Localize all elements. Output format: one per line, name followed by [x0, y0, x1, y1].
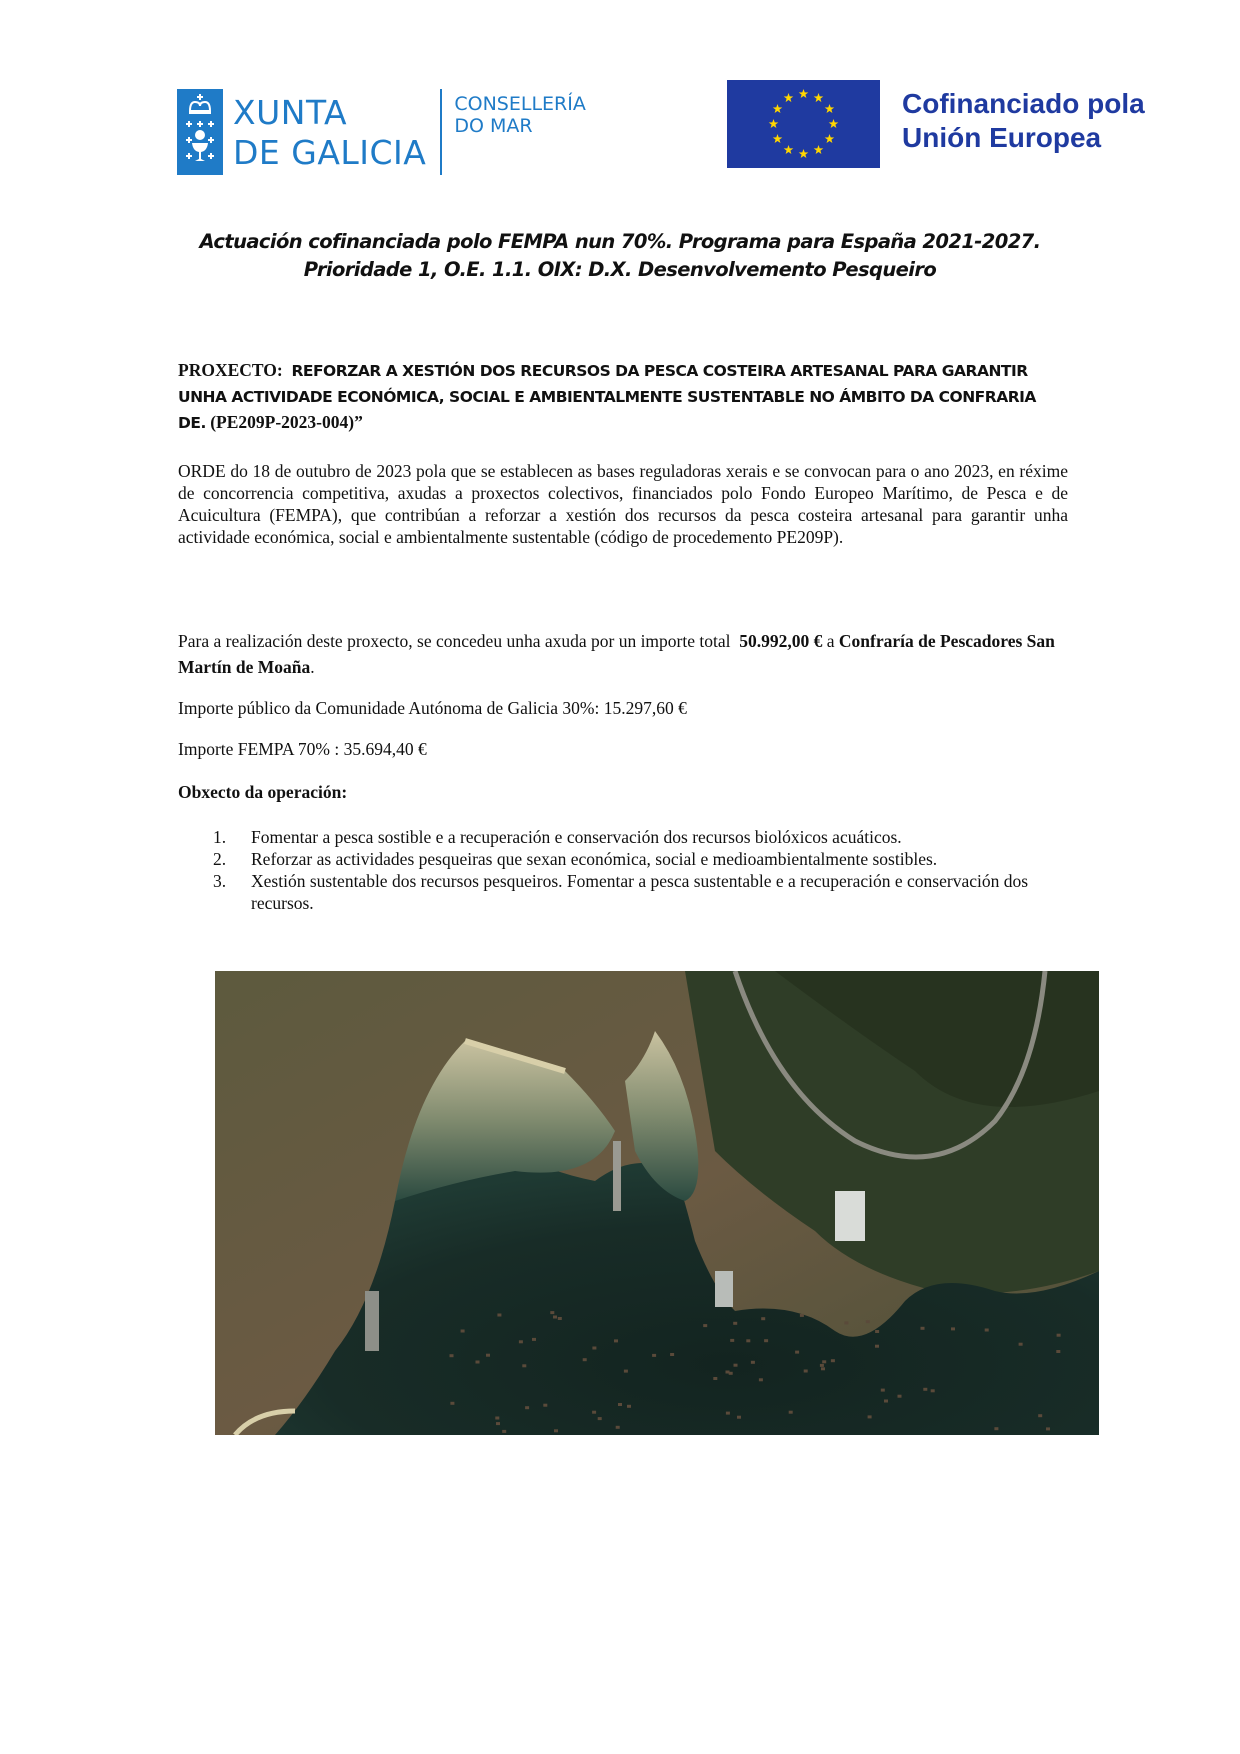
mussel-raft — [764, 1339, 768, 1342]
mussel-raft — [726, 1412, 730, 1415]
mussel-raft — [550, 1311, 554, 1314]
mussel-raft — [703, 1324, 707, 1327]
mussel-raft — [476, 1361, 480, 1364]
mussel-raft — [554, 1429, 558, 1432]
mussel-raft — [616, 1426, 620, 1429]
mussel-raft — [553, 1316, 557, 1319]
grant-beneficiary: Confraría de Pescadores San Martín de Moaña — [178, 631, 1055, 677]
mussel-raft — [614, 1339, 618, 1342]
mussel-raft — [804, 1370, 808, 1373]
mussel-raft — [543, 1404, 547, 1407]
marina — [365, 1291, 379, 1351]
eu-star-icon — [814, 93, 824, 102]
mussel-raft — [627, 1405, 631, 1408]
mussel-raft — [598, 1417, 602, 1420]
eu-star-icon — [773, 104, 783, 113]
mussel-raft — [751, 1361, 755, 1364]
eu-star-icon — [773, 134, 783, 143]
mussel-raft — [652, 1354, 656, 1357]
eu-flag-icon — [727, 80, 880, 168]
project-code: (PE209P-2023-004)” — [210, 412, 363, 432]
mussel-raft — [726, 1371, 730, 1374]
grant-intro: Para a realización deste proxecto, se concedeu unha axuda por un importe total — [178, 631, 731, 651]
project-title: REFORZAR A XESTIÓN DOS RECURSOS DA PESCA COSTEIRA ARTESANAL PARA GARANTIR UNHA ACTIVIDADE ECONÓMICA, SOCIAL E AMBIENTALMENTE SUSTENTABLE NO ÁMBITO DA CONFRARIA DE. — [178, 362, 1036, 432]
mussel-raft — [820, 1364, 824, 1367]
objective-item — [213, 870, 1073, 914]
eu-star-icon — [769, 119, 779, 128]
mussel-raft — [821, 1367, 825, 1370]
mussel-raft — [1046, 1427, 1050, 1430]
objective-number: 3. — [213, 871, 227, 891]
conselleria-line-1: CONSELLERÍA — [454, 93, 586, 115]
mussel-raft — [737, 1416, 741, 1419]
mussel-raft — [795, 1351, 799, 1354]
galicia-coat-of-arms-icon — [177, 89, 223, 175]
mussel-raft — [800, 1314, 804, 1317]
grant-end: . — [310, 657, 315, 677]
mussel-raft — [450, 1402, 454, 1405]
funding-subtitle — [0, 228, 1240, 284]
eu-text-line-2: Unión Europea — [902, 122, 1102, 153]
project-title-block — [178, 358, 1068, 436]
orde-paragraph: ORDE do 18 de outubro de 2023 pola que se establecen as bases reguladoras xerais e se convocan para o ano 2023, en réxime de concorrencia competitiva, axudas a proxectos colectivos, financiados polo Fondo Europeo Marítimo, de Pesca e de Acuicultura (FEMPA), que contribúan a reforzar a xestión dos recursos da pesca costeira artesanal para garantir unha actividade económica, social e ambientalmente sustentable (código de procedemento PE209P). — [178, 461, 1068, 547]
mussel-raft — [931, 1389, 935, 1392]
mussel-raft — [921, 1327, 925, 1330]
objective-text: Xestión sustentable dos recursos pesqueiros. Fomentar a pesca sustentable e a recuperación e conservación dos recursos. — [251, 871, 1029, 913]
mussel-raft — [734, 1364, 738, 1367]
mussel-raft — [713, 1377, 717, 1380]
mussel-raft — [583, 1358, 587, 1361]
mussel-raft — [733, 1322, 737, 1325]
eu-star-icon — [814, 145, 824, 154]
mussel-raft — [1056, 1350, 1060, 1353]
mussel-raft — [923, 1388, 927, 1391]
mussel-raft — [670, 1353, 674, 1356]
mussel-raft — [866, 1320, 870, 1323]
objective-number: 1. — [213, 827, 227, 847]
mussel-raft — [881, 1389, 885, 1392]
mussel-raft — [495, 1417, 499, 1420]
eu-star-icon — [784, 145, 794, 154]
mussel-raft — [884, 1400, 888, 1403]
mussel-raft — [461, 1330, 465, 1333]
objectives-heading: Obxecto da operación: — [178, 782, 348, 802]
conselleria-line-2: DO MAR — [454, 115, 533, 137]
aerial-bay-photo — [215, 971, 1099, 1435]
objective-item — [213, 826, 1073, 848]
mussel-raft — [831, 1359, 835, 1362]
mussel-raft — [497, 1314, 501, 1317]
mussel-raft — [502, 1430, 506, 1433]
mussel-raft — [624, 1370, 628, 1373]
xunta-wordmark — [233, 93, 426, 173]
mussel-raft — [1038, 1414, 1042, 1417]
mussel-raft — [994, 1427, 998, 1430]
mussel-raft — [558, 1317, 562, 1320]
eu-star-icon — [825, 134, 835, 143]
mussel-raft — [1019, 1343, 1023, 1346]
subtitle-line-1: Actuación cofinanciada polo FEMPA nun 70%. Programa para España 2021-2027. — [199, 230, 1041, 253]
eu-star-icon — [799, 149, 809, 158]
grant-connector: a — [826, 631, 835, 651]
mussel-raft — [496, 1422, 500, 1425]
objective-text: Reforzar as actividades pesqueiras que sexan económica, social e medioambientalmente sostibles. — [251, 849, 938, 869]
eu-cofinanced-logo — [727, 80, 1145, 168]
mussel-raft — [789, 1411, 793, 1414]
xunta-de-galicia-logo — [177, 89, 586, 175]
eu-star-icon — [799, 89, 809, 98]
mussel-raft — [730, 1339, 734, 1342]
eu-star-icon — [829, 119, 839, 128]
mussel-raft — [875, 1345, 879, 1348]
mussel-raft — [525, 1406, 529, 1409]
mussel-raft — [844, 1321, 848, 1324]
project-label: PROXECTO: — [178, 360, 283, 380]
eu-cofinanced-text — [902, 87, 1145, 155]
conselleria-wordmark — [454, 93, 585, 137]
mussel-raft — [951, 1327, 955, 1330]
eu-text-line-1: Cofinanciado pola — [902, 88, 1145, 119]
mussel-raft — [822, 1360, 826, 1363]
mussel-raft — [592, 1411, 596, 1414]
objectives-list — [213, 826, 1073, 914]
objective-number: 2. — [213, 849, 227, 869]
mussel-raft — [450, 1354, 454, 1357]
objective-text: Fomentar a pesca sostible e a recuperación e conservación dos recursos biolóxicos acuáticos. — [251, 827, 902, 847]
logo-divider — [440, 89, 442, 175]
eu-star-icon — [784, 93, 794, 102]
mussel-raft — [868, 1415, 872, 1418]
subtitle-line-2: Prioridade 1, O.E. 1.1. OIX: D.X. Desenvolvemento Pesqueiro — [303, 258, 937, 281]
industrial-building — [835, 1191, 865, 1241]
fempa-funding-line: Importe FEMPA 70% : 35.694,40 € — [178, 739, 427, 759]
grant-total-amount: 50.992,00 € — [739, 631, 823, 651]
mussel-raft — [532, 1338, 536, 1341]
mussel-raft — [746, 1339, 750, 1342]
pier — [613, 1141, 621, 1211]
grant-paragraph — [178, 628, 1068, 680]
mussel-raft — [486, 1354, 490, 1357]
eu-star-icon — [825, 104, 835, 113]
mussel-raft — [759, 1378, 763, 1381]
xunta-line-1: XUNTA — [233, 93, 348, 132]
mussel-raft — [519, 1340, 523, 1343]
mussel-raft — [985, 1329, 989, 1332]
mussel-raft — [875, 1330, 879, 1333]
objective-item — [213, 848, 1073, 870]
mussel-raft — [618, 1403, 622, 1406]
mussel-raft — [592, 1347, 596, 1350]
xunta-line-2: DE GALICIA — [233, 133, 427, 172]
mussel-raft — [898, 1395, 902, 1398]
mussel-raft — [1057, 1334, 1061, 1337]
mussel-raft — [761, 1317, 765, 1320]
mussel-raft — [522, 1364, 526, 1367]
public-funding-line: Importe público da Comunidade Autónoma de Galicia 30%: 15.297,60 € — [178, 698, 687, 718]
